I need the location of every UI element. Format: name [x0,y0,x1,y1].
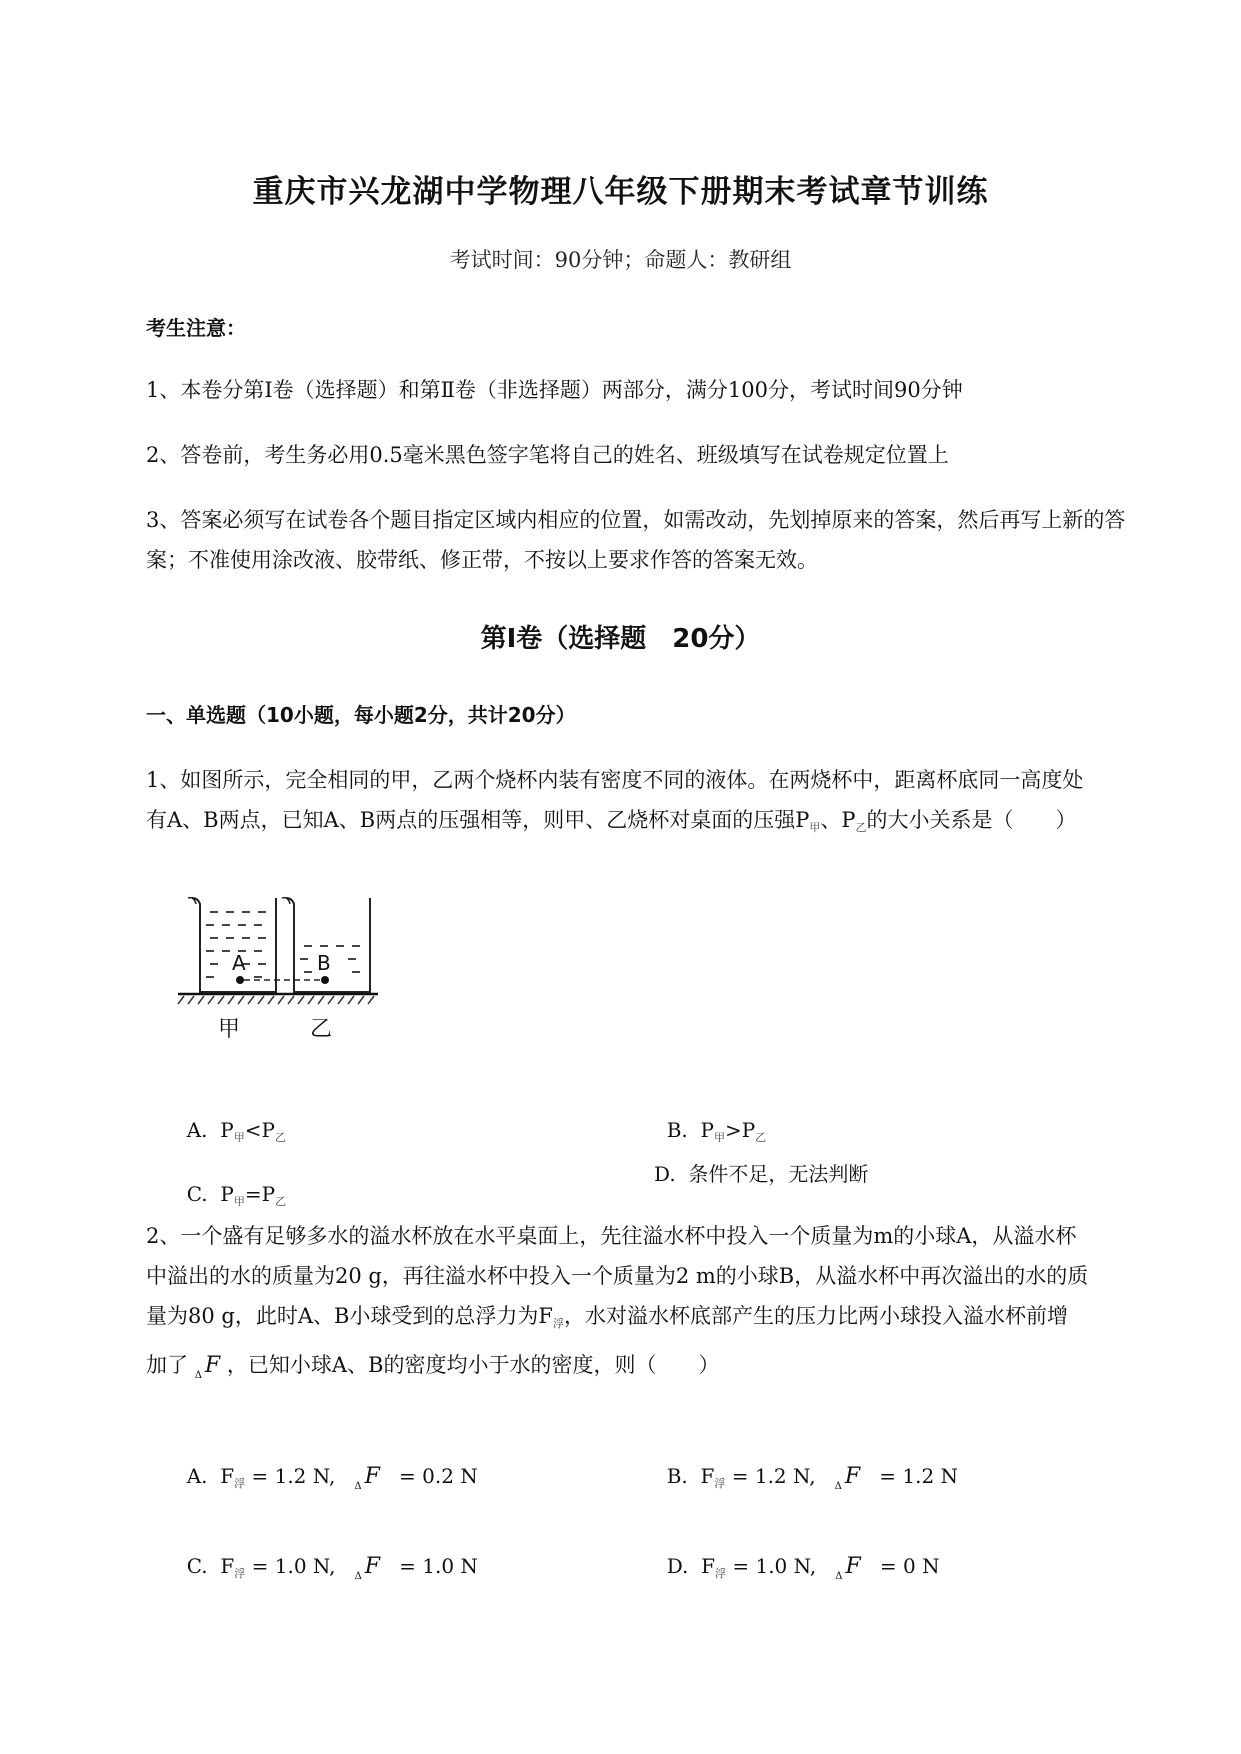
notice-item-1: 1、本卷分第I卷（选择题）和第Ⅱ卷（非选择题）两部分，满分100分，考试时间90分钟 [146,378,963,402]
q2-line-4: 加了 $_\Delta$ F ，已知小球A、B的密度均小于水的密度，则（ ） [146,1353,720,1381]
q2-line-1: 2、一个盛有足够多水的溢水杯放在水平桌面上，先往溢水杯中投入一个质量为m的小球A，从溢水杯 [146,1224,1077,1248]
label-jia: 甲 [218,1017,241,1042]
q1-option-c[interactable]: C. $P_甲=P_乙$ [186,1182,287,1208]
notice-item-2: 2、答卷前，考生务必用0.5毫米黑色签字笔将自己的姓名、班级填写在试卷规定位置上 [146,443,949,467]
q1-option-b[interactable]: B. $P_甲>P_乙$ [666,1118,767,1144]
point-b [321,976,329,984]
q1-line-1: 1、如图所示，完全相同的甲，乙两个烧杯内装有密度不同的液体。在两烧杯中，距离杯底同一高度处 [146,768,1084,792]
q1-option-d[interactable]: D. 条件不足，无法判断 [654,1162,869,1186]
q2-option-d[interactable]: D. $F_浮 = 1.0$ N, $_\Delta$ F = 0 N [666,1554,940,1582]
point-a [236,976,244,984]
q2-line-3: 量为80 g，此时A、B小球受到的总浮力为$F_浮$，水对溢水杯底部产生的压力比两小球投入溢水杯前增 [146,1304,1069,1330]
section-title: 第I卷（选择题 20分） [480,624,761,654]
label-yi: 乙 [310,1017,333,1042]
q2-line-2: 中溢出的水的质量为20 g，再往溢水杯中投入一个质量为2 m的小球B，从溢水杯中再次溢出的水的质 [146,1264,1089,1288]
label-b: B [317,951,331,975]
notice-heading: 考生注意： [146,316,246,340]
page-title: 重庆市兴龙湖中学物理八年级下册期末考试章节训练 [252,174,989,210]
beaker-diagram [170,890,430,1050]
q2-option-b[interactable]: B. $F_浮 = 1.2$ N, $_\Delta$ F = 1.2 N [666,1464,959,1492]
q1-option-a[interactable]: A. $P_甲<P_乙$ [186,1118,286,1144]
notice-item-3: 3、答案必须写在试卷各个题目指定区域内相应的位置，如需改动，先划掉原来的答案，然后再写上新的答案；不准使用涂改液、胶带纸、修正带，不按以上要求作答的答案无效。 [146,508,1126,572]
label-a: A [232,951,246,975]
part-heading: 一、单选题（10小题，每小题2分，共计20分） [146,703,576,727]
q2-option-a[interactable]: A. $F_浮 = 1.2$ N, $_\Delta$ F = 0.2 N [186,1464,478,1492]
q2-option-c[interactable]: C. $F_浮 = 1.0$ N, $_\Delta$ F = 1.0 N [186,1554,478,1582]
exam-info: 考试时间：90分钟；命题人：教研组 [449,248,792,272]
q1-line-2: 有A、B两点，已知A、B两点的压强相等，则甲、乙烧杯对桌面的压强$P_甲$、$P_乙$的大小关系是（ ） [146,808,1077,834]
table-hatching [178,996,374,1004]
